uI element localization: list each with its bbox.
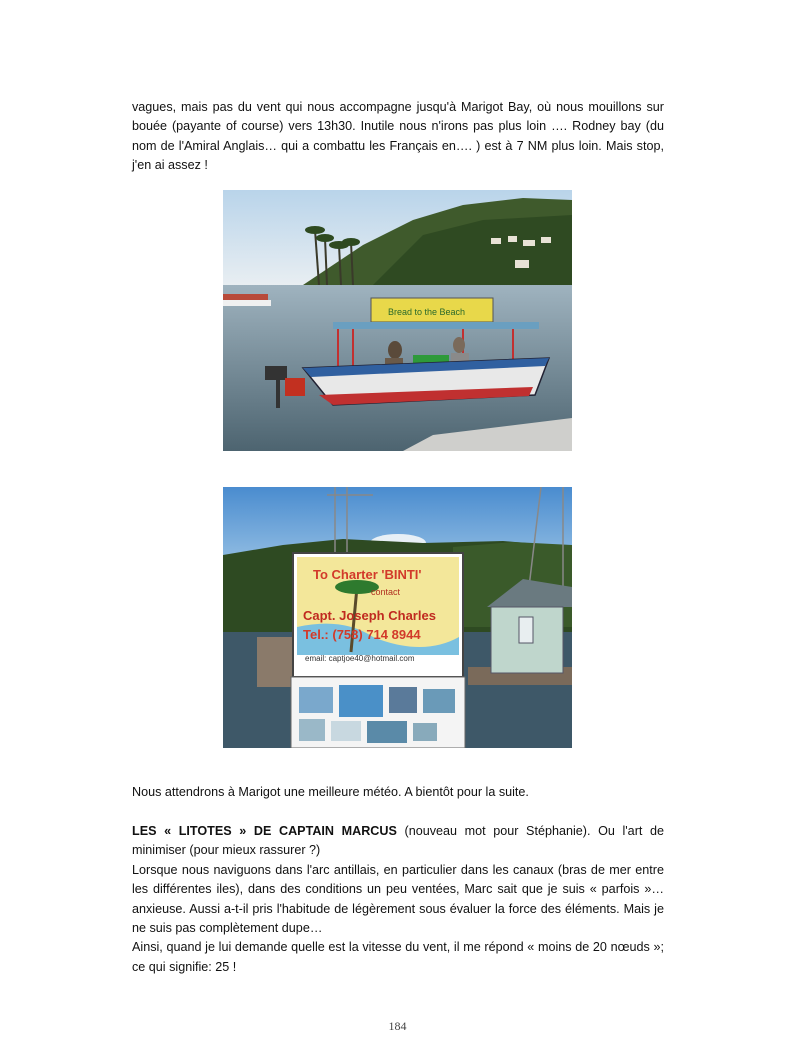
page-number: 184 <box>388 1019 407 1033</box>
section-body-1: Lorsque nous naviguons dans l'arc antillais, en particulier dans les canaux (bras de mer entre les différentes iles), dans des conditions un peu ventées, Marc sait que je suis « parfois »…anxieuse. Aussi a-t-il pris l'habitude de légèrement sous évaluer la force des éléments. Mais je ne suis pas complètement dupe… <box>132 862 664 936</box>
boat-sign-text: Bread to the Beach <box>388 307 466 317</box>
section-litotes <box>132 822 664 977</box>
boat-photo-illustration <box>223 190 572 451</box>
charter-sign-photo-illustration <box>223 487 572 748</box>
charter-sign-title: To Charter 'BINTI' <box>313 567 422 582</box>
section-intro: (nouveau mot pour Stéphanie). Ou l'art de minimiser (pour mieux rassurer ?) <box>132 824 664 858</box>
charter-sign-name: Capt. Joseph Charles <box>303 608 436 623</box>
paragraph-weather: Nous attendrons à Marigot une meilleure météo. A bientôt pour la suite. <box>132 785 529 799</box>
charter-sign-email: email: captjoe40@hotmail.com <box>305 654 415 663</box>
charter-sign-contact: contact <box>371 587 401 597</box>
section-heading: LES « LITOTES » DE CAPTAIN MARCUS <box>132 824 397 838</box>
photo-charter-sign <box>223 487 572 748</box>
photo-marigot-bay-boat <box>223 190 572 451</box>
charter-sign-phone: Tel.: (758) 714 8944 <box>303 627 421 642</box>
paragraph-intro: vagues, mais pas du vent qui nous accompagne jusqu'à Marigot Bay, où nous mouillons sur bouée (payante of course) vers 13h30. Inutile nous n'irons pas plus loin …. Rodney bay (du nom de l'Amiral Anglais… qui a combattu les Français en…. ) est à 7 NM plus loin. Mais stop, j'en ai assez ! <box>132 100 664 173</box>
section-body-2: Ainsi, quand je lui demande quelle est la vitesse du vent, il me répond « moins de 20 nœuds »; ce qui signifie: 25 ! <box>132 940 664 974</box>
